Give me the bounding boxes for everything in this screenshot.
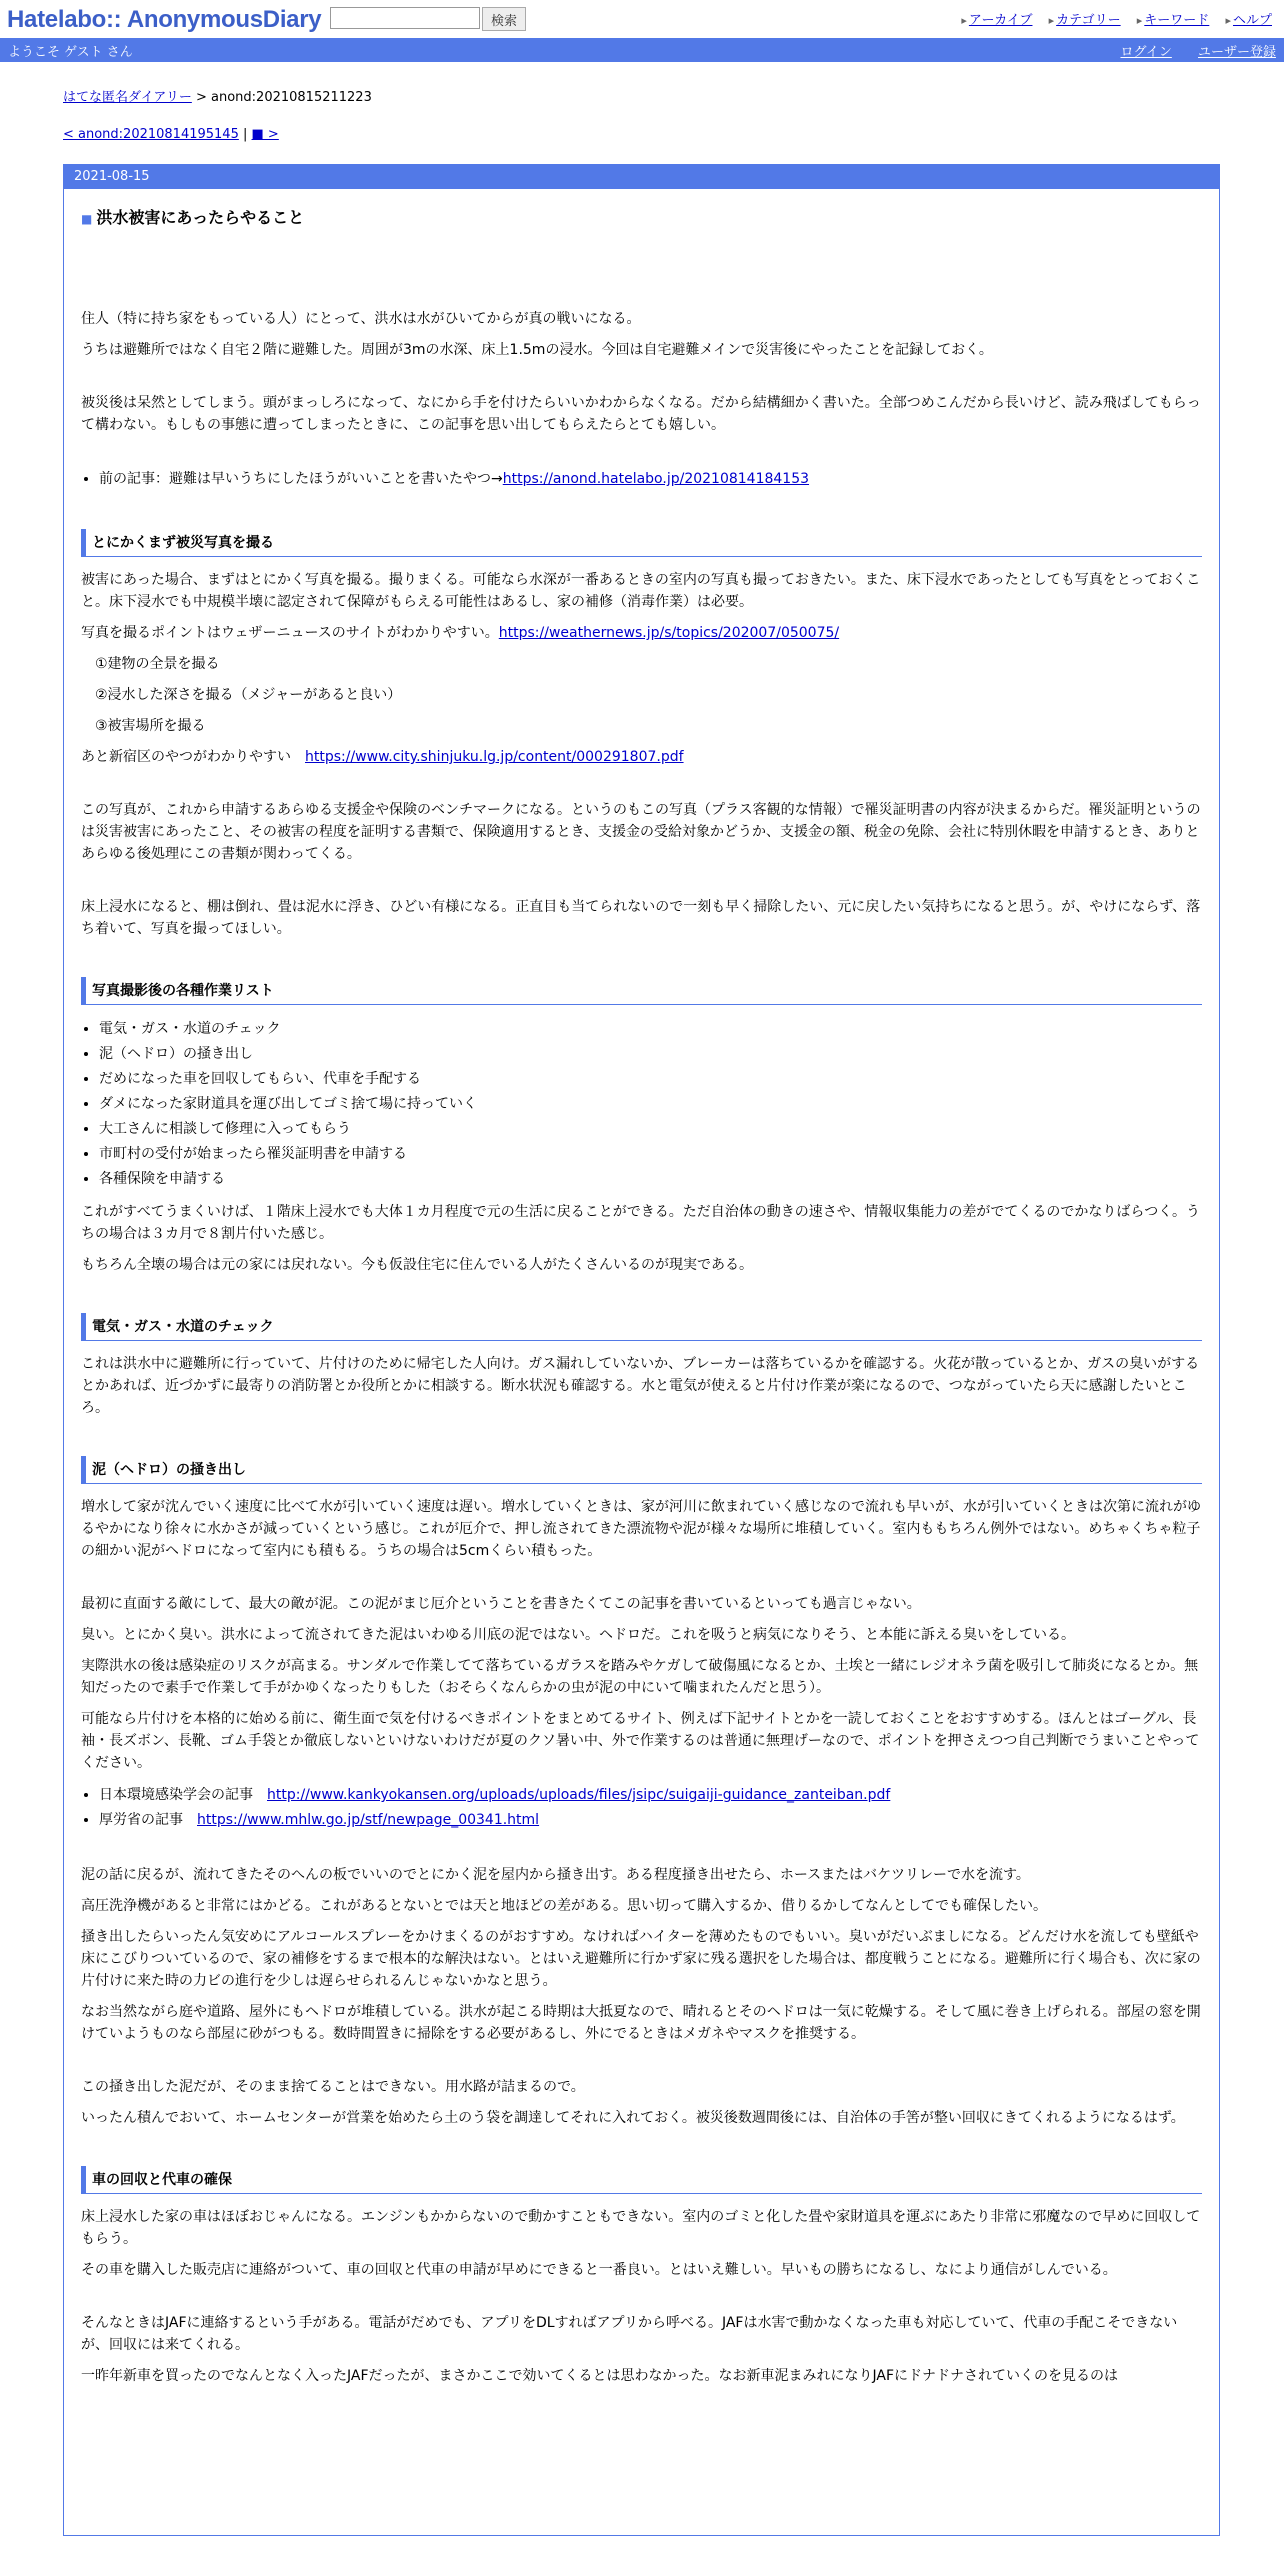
user-bar [0,38,1284,62]
paragraph: そんなときはJAFに連絡するという手がある。電話がだめでも、アプリをDLすればアプリから呼べる。JAFは水害で動かなくなった車も対応していて、代車の手配こそできないが、回収には来てくれる。 [81,2315,1178,2353]
paragraph: 被害にあった場合、まずはとにかく写真を撮る。撮りまくる。可能なら水深が一番あるときの室内の写真も撮っておきたい。また、床下浸水であったとしても写真をとっておくこと。床下浸水でも中規模半壊に認定されて保障がもらえる可能性はあるし、家の補修（消毒作業）は必要。 [81,572,1201,610]
photo-point: ③被害場所を撮る [95,718,206,734]
main-content [63,80,1220,2536]
paragraph: これは洪水中に避難所に行っていて、片付けのために帰宅した人向け。ガス漏れしていないか、ブレーカーは落ちているかを確認する。火花が散っているとか、ガスの臭いがするとかあれば、近づかずに最寄りの消防署とか役所とかに相談する。断水状況も確認する。水と電気が使えると片付け作業が楽になるので、つながっていたら天に感謝したいところ。 [81,1356,1200,1416]
list-item: • 電気・ガス・水道のチェック [99,1017,1202,1042]
search-input[interactable] [330,7,480,29]
weathernews-link[interactable]: https://weathernews.jp/s/topics/202007/050075/ [498,625,840,641]
section-heading: 電気・ガス・水道のチェック [81,1313,1202,1341]
paragraph: 住人（特に持ち家をもっている人）にとって、洪水は水がひいてからが真の戦いになる。 [81,311,641,327]
paragraph: なお当然ながら庭や道路、屋外にもヘドロが堆積している。洪水が起こる時期は大抵夏なので、晴れるとそのヘドロは一気に乾燥する。そして風に巻き上げられる。部屋の窓を開けていようものなら部屋に砂がつもる。数時間置きに掃除をする必要があるし、外にでるときはメガネやマスクを推奨する。 [81,2004,1201,2042]
entry-permalink-icon[interactable]: ■ [81,212,93,226]
mhlw-link[interactable]: https://www.mhlw.go.jp/stf/newpage_00341.html [197,1812,540,1828]
entry-title [81,205,1202,228]
prev-entry-link[interactable]: < anond:20210814195145 [63,127,239,142]
list-item: • だめになった車を回収してもらい、代車を手配する [99,1067,1202,1092]
breadcrumb-home[interactable]: はてな匿名ダイアリー [63,90,192,105]
top-nav [949,9,1272,28]
pager [63,127,1220,142]
paragraph-text: 写真を撮るポイントはウェザーニュースのサイトがわかりやすい。 [81,625,499,641]
nav-help[interactable]: ▸ ヘルプ [1225,13,1272,28]
nav-category[interactable]: ▸ カテゴリー [1049,13,1121,28]
paragraph: 高圧洗浄機があると非常にはかどる。これがあるとないとでは天と地ほどの差がある。思い切って購入するか、借りるかしてなんとしてでも確保したい。 [81,1898,1047,1914]
list-item: • 各種保険を申請する [99,1167,1202,1192]
paragraph: 床上浸水した家の車はほぼおじゃんになる。エンジンもかからないので動かすこともできない。室内のゴミと化した畳や家財道具を運ぶにあたり非常に邪魔なので早めに回収してもらう。 [81,2209,1201,2247]
paragraph: いったん積んでおいて、ホームセンターが営業を始めたら土のう袋を調達してそれに入れておく。被災後数週間後には、自治体の手筈が整い回収にきてくれるようになるはず。 [81,2110,1185,2126]
paragraph: 可能なら片付けを本格的に始める前に、衛生面で気を付けるべきポイントをまとめてるサイト、例えば下記サイトとかを一読しておくことをおすすめする。ほんとはゴーグル、長袖・長ズボン、長靴、ゴム手袋とか徹底しないといけないわけだが夏のクソ暑い中、外で作業するのは普通に無理げーなので、ポイントを押さえつつ自己判断でうまいことやってください。 [81,1711,1200,1771]
register-link[interactable]: ユーザー登録 [1197,44,1276,60]
day-date: 2021-08-15 [64,165,1219,189]
paragraph: 実際洪水の後は感染症のリスクが高まる。サンダルで作業してて落ちているガラスを踏みやケガして破傷風になるとか、土埃と一緒にレジオネラ菌を吸引して肺炎になるとか。無知だったので素手で作業して手がかゆくなったりもした（おそらくなんらかの虫が泥の中にいて噛まれたんだと思う）。 [81,1658,1199,1696]
list-item: • 泥（ヘドロ）の掻き出し [99,1042,1202,1067]
paragraph: これがすべてうまくいけば、１階床上浸水でも大体１カ月程度で元の生活に戻ることができる。ただ自治体の動きの速さや、情報収集能力の差がでてくるのでかなりばらつく。うちの場合は３カ月で８割片付いた感じ。 [81,1204,1201,1242]
paragraph-text: あと新宿区のやつがわかりやすい [81,749,305,765]
day-section [63,164,1220,2536]
list-item: • ダメになった家財道具を運び出してゴミ捨て場に持っていく [99,1092,1202,1117]
nav-keyword[interactable]: ▸ キーワード [1137,13,1210,28]
login-link[interactable]: ログイン [1120,44,1172,60]
section-heading: 写真撮影後の各種作業リスト [81,977,1202,1005]
kankyokansen-link[interactable]: http://www.kankyokansen.org/uploads/uploads/files/jsipc/suigaiji-guidance_zanteiban.pdf [267,1787,891,1803]
section-heading: とにかくまず被災写真を撮る [81,529,1202,557]
photo-point: ②浸水した深さを撮る（メジャーがあると良い） [95,687,402,703]
welcome-text: ようこそ ゲスト さん [8,44,133,60]
shinjuku-link[interactable]: https://www.city.shinjuku.lg.jp/content/000291807.pdf [305,749,684,765]
prev-article-link[interactable]: https://anond.hatelabo.jp/20210814184153 [502,471,810,487]
paragraph: 被災後は呆然としてしまう。頭がまっしろになって、なにから手を付けたらいいかわからなくなる。だから結構細かく書いた。全部つめこんだから長いけど、読み飛ばしてもらって構わない。もしもの事態に遭ってしまったときに、この記事を思い出してもらえたらとても嬉しい。 [81,395,1201,433]
paragraph: 最初に直面する敵にして、最大の敵が泥。この泥がまじ厄介ということを書きたくてこの記事を書いているといっても過言じゃない。 [81,1596,921,1612]
paragraph [81,622,1202,644]
reference-label: 日本環境感染学会の記事 [99,1787,267,1803]
task-list [81,1017,1202,1192]
account-links [1098,41,1276,60]
paragraph: 床上浸水になると、棚は倒れ、畳は泥水に浮き、ひどい有様になる。正直目も当てられないので一刻も早く掃除したい、元に戻したい気持ちになると思う。が、やけにならず、落ち着いて、写真を撮ってほしい。 [81,899,1201,937]
breadcrumb [63,86,1220,105]
section-heading: 泥（ヘドロ）の掻き出し [81,1456,1202,1484]
paragraph: 泥の話に戻るが、流れてきたそのへんの板でいいのでとにかく泥を屋内から掻き出す。ある程度掻き出せたら、ホースまたはバケツリレーで水を流す。 [81,1867,1030,1883]
list-item: • 市町村の受付が始まったら罹災証明書を申請する [99,1142,1202,1167]
nav-archive[interactable]: ▸ アーカイブ [961,13,1032,28]
paragraph: 臭い。とにかく臭い。洪水によって流されてきた泥はいわゆる川底の泥ではない。ヘドロだ。これを吸うと病気になりそう、と本能に訴える臭いをしている。 [81,1627,1075,1643]
prev-article-list [81,467,1202,492]
reference-label: 厚労省の記事 [99,1812,197,1828]
list-item [99,1783,1202,1808]
breadcrumb-current: anond:20210815211223 [211,90,372,105]
site-header [0,0,1284,38]
entry-title-text: 洪水被害にあったらやること [96,208,305,227]
paragraph: 掻き出したらいったん気安めにアルコールスプレーをかけまくるのがおすすめ。なければハイターを薄めたものでもいい。臭いがだいぶましになる。どんだけ水を流しても壁紙や床にこびりついているので、家の補修をするまで根本的な解決はない。とはいえ避難所に行かず家に残る選択をした場合は、都度戦うことになる。避難所に行く場合も、次に家の片付けに来た時の力ビの進行を少しは遅らせられるんじゃないかなと思う。 [81,1929,1201,1989]
paragraph: この掻き出した泥だが、そのまま捨てることはできない。用水路が詰まるので。 [81,2079,585,2095]
pager-separator: | [238,127,252,142]
section-heading: 車の回収と代車の確保 [81,2166,1202,2194]
paragraph: その車を購入した販売店に連絡がついて、車の回収と代車の申請が早めにできると一番良い。とはいえ難しい。早いもの勝ちになるし、なにより通信がしんでいる。 [81,2262,1117,2278]
photo-point: ①建物の全景を撮る [95,656,220,672]
paragraph: この写真が、これから申請するあらゆる支援金や保険のベンチマークになる。というのもこの写真（プラス客観的な情報）で罹災証明書の内容が決まるからだ。罹災証明というのは災害被害にあったこと、その被害の程度を証明する書類で、保険適用するとき、支援金の受給対象かどうか、支援金の額、税金の免除、会社に特別休暇を申請するとき、ありとあらゆる後処理にこの書類が関わってくる。 [81,802,1201,862]
site-logo[interactable]: Hatelabo:: AnonymousDiary [7,6,322,33]
paragraph: うちは避難所ではなく自宅２階に避難した。周囲が3mの水深、床上1.5mの浸水。今回は自宅避難メインで災害後にやったことを記録しておく。 [81,342,993,358]
entry-body [64,189,1219,2535]
paragraph: 増水して家が沈んでいく速度に比べて水が引いていく速度は遅い。増水していくときは、家が河川に飲まれていく感じなので流れも早いが、水が引いていくときは次第に流れがゆるやかになり徐々に水かさが減っていくという感じ。これが厄介で、押し流されてきた漂流物や泥が様々な場所に堆積していく。室内ももちろん例外ではない。めちゃくちゃ粒子の細かい泥がヘドロになって室内にも積もる。うちの場合は5cmくらい積もった。 [81,1499,1201,1559]
list-item: • 大工さんに相談して修理に入ってもらう [99,1117,1202,1142]
list-item [99,1808,1202,1833]
paragraph: 一昨年新車を買ったのでなんとなく入ったJAFだったが、まさかここで効いてくるとは思わなかった。なお新車泥まみれになりJAFにドナドナされていくのを見るのは [81,2368,1119,2384]
paragraph: もちろん全壊の場合は元の家には戻れない。今も仮設住宅に住んでいる人がたくさんいるのが現実である。 [81,1257,753,1273]
paragraph [81,746,1202,768]
list-item [99,467,1202,492]
next-entry-link[interactable]: ■ > [251,127,279,142]
prev-article-text: 前の記事：避難は早いうちにしたほうがいいことを書いたやつ→ [99,471,503,487]
search-button[interactable]: 検索 [482,7,526,31]
breadcrumb-separator: > [191,90,212,105]
reference-list [81,1783,1202,1833]
